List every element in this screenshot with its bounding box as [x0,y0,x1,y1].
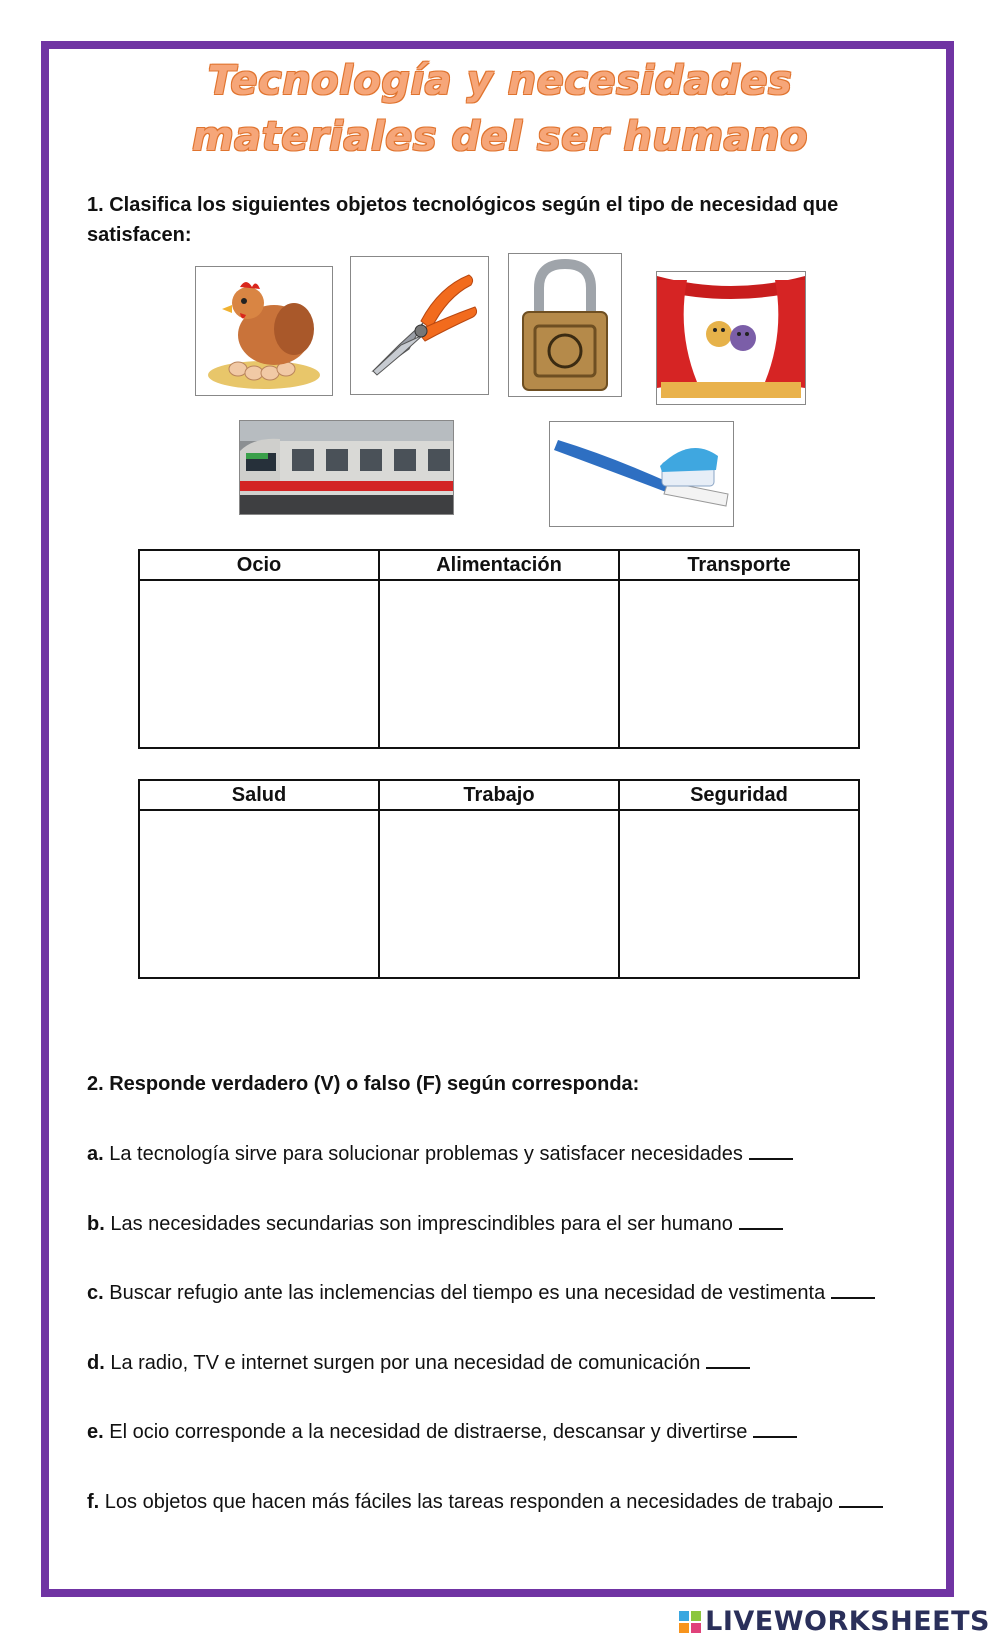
statement-text: Las necesidades secundarias son imprescindibles para el ser humano [110,1213,733,1235]
statement-letter: f. [87,1491,100,1513]
header-salud: Salud [139,780,379,810]
theater-stage-icon[interactable] [656,271,806,405]
padlock-icon[interactable] [508,253,622,397]
title-line-2: materiales del ser humano [192,114,808,160]
answer-blank-b[interactable] [739,1210,783,1230]
header-alimentacion: Alimentación [379,550,619,580]
statement-text: La tecnología sirve para solucionar problemas y satisfacer necesidades [109,1143,743,1165]
drop-zone-alimentacion[interactable] [379,580,619,748]
drop-zone-salud[interactable] [139,810,379,978]
drop-zone-ocio[interactable] [139,580,379,748]
liveworksheets-logo-text: LIVEWORKSHEETS [705,1606,990,1637]
drop-zone-transporte[interactable] [619,580,859,748]
drop-zone-seguridad[interactable] [619,810,859,978]
statement-text: Buscar refugio ante las inclemencias del tiempo es una necesidad de vestimenta [109,1282,826,1304]
statement-letter: a. [87,1143,104,1165]
question-1-line-1: 1. Clasifica los siguientes objetos tecnológicos según el tipo de necesidad que [87,194,839,216]
drop-zone-trabajo[interactable] [379,810,619,978]
statement-text: Los objetos que hacen más fáciles las tareas responden a necesidades de trabajo [104,1491,834,1513]
header-trabajo: Trabajo [379,780,619,810]
statement-letter: b. [87,1213,105,1235]
liveworksheets-logo-icon [679,1611,701,1633]
title-line-1: Tecnología y necesidades [207,58,793,104]
hen-with-eggs-icon[interactable] [195,266,333,396]
statement-d [87,1349,750,1376]
liveworksheets-logo[interactable] [679,1606,990,1637]
header-ocio: Ocio [139,550,379,580]
pliers-icon[interactable] [350,256,489,395]
statement-e [87,1418,797,1445]
question-1-line-2: satisfacen: [87,224,192,246]
classification-table-1 [138,549,860,749]
statement-a [87,1140,793,1167]
statement-letter: c. [87,1282,104,1304]
classification-table-2 [138,779,860,979]
statement-letter: e. [87,1421,104,1443]
train-icon[interactable] [239,420,454,515]
toothbrush-icon[interactable] [549,421,734,527]
statement-c [87,1279,875,1306]
question-2: 2. Responde verdadero (V) o falso (F) según corresponda: [87,1073,640,1095]
statement-f [87,1488,883,1515]
answer-blank-c[interactable] [831,1279,875,1299]
statement-b [87,1210,783,1237]
statement-text: La radio, TV e internet surgen por una necesidad de comunicación [110,1352,701,1374]
answer-blank-f[interactable] [839,1488,883,1508]
question-1 [87,190,838,250]
answer-blank-d[interactable] [706,1349,750,1369]
statement-text: El ocio corresponde a la necesidad de distraerse, descansar y divertirse [109,1421,748,1443]
statement-letter: d. [87,1352,105,1374]
header-transporte: Transporte [619,550,859,580]
answer-blank-a[interactable] [749,1140,793,1160]
header-seguridad: Seguridad [619,780,859,810]
answer-blank-e[interactable] [753,1418,797,1438]
